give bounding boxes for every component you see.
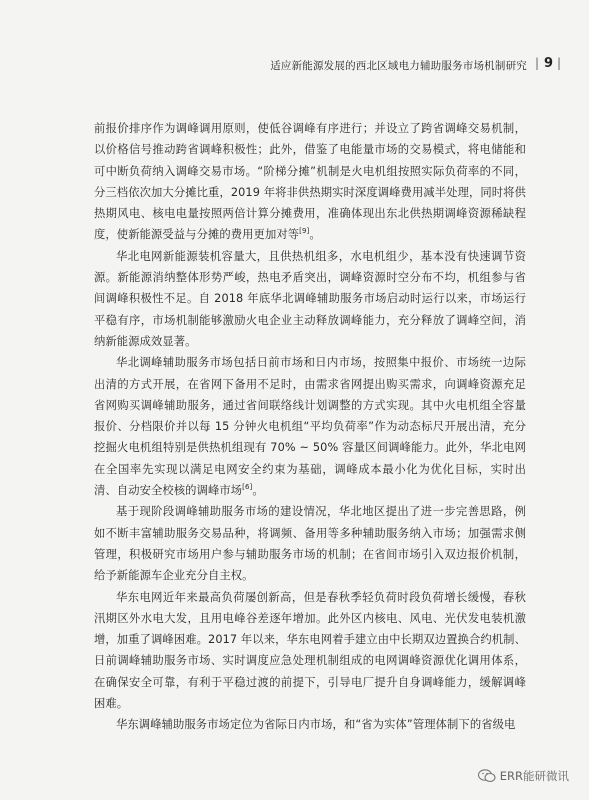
watermark-text: ERR能研微讯 (499, 769, 569, 783)
citation-ref: [9] (299, 227, 310, 236)
paragraph-5: 华东电网近年来最高负荷屡创新高，但是春秋季轻负荷时段负荷增长缓慢，春秋汛期区外水电大发，且用电峰谷差逐年增加。此外区内核电、风电、光伏发电装机激增，加重了调峰困难。2017 年以来，华东电网着手建立由中长期双边置换合约机制、日前调峰辅助服务市场、实时调度应急处理机制组成的电网调峰资源优化调用体系，在确保安全可靠，有利于平稳过渡的前提下，引导电厂提升自身调峰能力，缓解调峰困难。 (94, 590, 526, 711)
page-number: 9 (543, 56, 553, 71)
header-separator-right: | (556, 56, 561, 70)
paragraph-3-tail: 。 (252, 484, 264, 498)
body-text (94, 118, 526, 736)
paragraph-4: 基于现阶段调峰辅助服务市场的建设情况，华北地区提出了进一步完善思路，例如不断丰富辅助服务交易品种，将调频、备用等多种辅助服务纳入市场；加强需求侧管理，积极研究市场用户参与辅助服务市场的机制；在省间市场引入双边报价机制，给予新能源车企业充分自主权。 (94, 505, 526, 583)
paragraph-3 (94, 352, 526, 501)
header-separator: | (534, 56, 539, 70)
paragraph-6: 华东调峰辅助服务市场定位为省际日内市场，和“省为实体”管理体制下的省级电 (116, 718, 516, 732)
paragraph-1 (94, 118, 526, 246)
header-title: 适应新能源发展的西北区域电力辅助服务市场机制研究 (270, 60, 527, 72)
watermark (478, 768, 569, 784)
paragraph-1-text: 前报价排序作为调峰调用原则，使低谷调峰有序进行；并设立了跨省调峰交易机制，以价格信号推动跨省调峰积极性；此外，借鉴了电能量市场的交易模式，将电储能和可中断负荷纳入调峰交易市场。“阶梯分摊”机制是火电机组按照实际负荷率的不同，分三档依次加大分摊比重，2019 年将非供热期实时深度调峰费用减半处理，同时将供热期风电、核电电量按照两倍计算分摊费用，准确体现出东北供热期调峰资源稀缺程度，使新能源受益与分摊的费用更加对等 (94, 122, 526, 242)
wechat-icon (478, 769, 496, 783)
running-header (0, 56, 589, 78)
paragraph-2: 华北电网新能源装机容量大，且供热机组多，水电机组少，基本没有快速调节资源。新能源消纳整体形势严峻，热电矛盾突出，调峰资源时空分布不均，机组参与省间调峰积极性不足。自 2018 年底华北调峰辅助服务市场启动时运行以来，市场运行平稳有序，市场机制能够激励火电企业主动释放调峰能力，充分释放了调峰空间，消纳新能源成效显著。 (94, 249, 526, 348)
citation-ref: [6] (242, 483, 253, 492)
paragraph-1-tail: 。 (309, 228, 321, 242)
paragraph-3-text: 华北调峰辅助服务市场包括日前市场和日内市场，按照集中报价、市场统一边际出清的方式开展，在省网下备用不足时，由需求省网提出购买需求，向调峰资源充足省网购买调峰辅助服务，通过省间联络线计划调整的方式实现。其中火电机组全容量报价、分档限价并以每 15 分钟火电机组“平均负荷率”作为动态标尺开展出清，充分挖掘火电机组特别是供热机组现有 70% ~ 50% 容量区间调峰能力。此外，华北电网在全国率先实现以满足电网安全约束为基础，调峰成本最小化为优化目标，实时出清、自动安全校核的调峰市场 (94, 356, 526, 498)
